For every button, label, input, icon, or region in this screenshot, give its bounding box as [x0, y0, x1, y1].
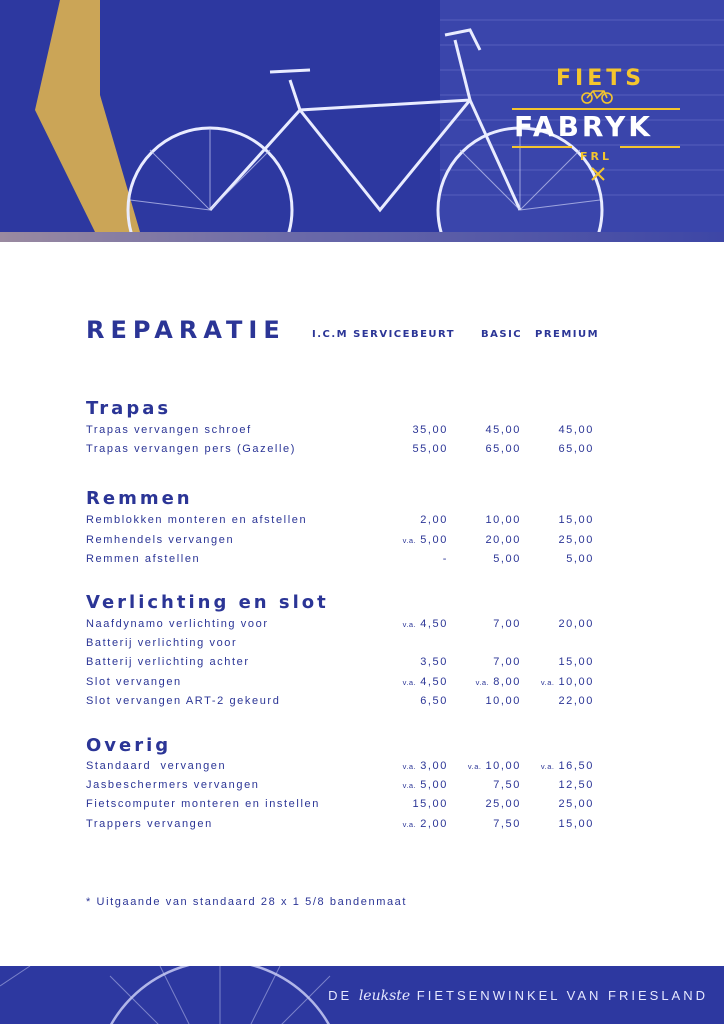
table-row — [86, 443, 596, 461]
page-title: REPARATIE — [86, 316, 286, 344]
row-label: Remblokken monteren en afstellen — [86, 514, 308, 526]
row-label: Trapas vervangen schroef — [86, 424, 252, 436]
price-basic: v.a. 10,00 — [467, 760, 521, 772]
va-prefix: v.a. — [467, 762, 482, 771]
section-title-remmen: Remmen — [86, 488, 193, 509]
row-label: Remhendels vervangen — [86, 534, 235, 546]
price-premium: 25,00 — [558, 798, 594, 810]
price-servicebeurt: 3,50 — [420, 656, 448, 668]
price-premium: 65,00 — [558, 443, 594, 455]
price-premium: v.a. 16,50 — [540, 760, 594, 772]
table-row — [86, 676, 596, 694]
price-premium: 22,00 — [558, 695, 594, 707]
hero-banner — [0, 0, 724, 232]
footnote: * Uitgaande van standaard 28 x 1 5/8 bandenmaat — [86, 896, 408, 908]
table-row — [86, 656, 596, 674]
va-prefix: v.a. — [402, 762, 417, 771]
logo-fiets: FIETS — [556, 66, 646, 91]
table-row — [86, 424, 596, 442]
va-prefix: v.a. — [540, 678, 555, 687]
row-label: Trapas vervangen pers (Gazelle) — [86, 443, 296, 455]
price-basic: 7,00 — [493, 656, 521, 668]
va-prefix: v.a. — [402, 820, 417, 829]
va-prefix: v.a. — [402, 536, 417, 545]
table-row — [86, 637, 596, 655]
column-header-basic: BASIC — [481, 329, 523, 340]
price-premium: 20,00 — [558, 618, 594, 630]
price-premium: 25,00 — [558, 534, 594, 546]
price-basic: 10,00 — [485, 514, 521, 526]
tagline-pre: DE — [328, 988, 353, 1003]
row-label: Batterij verlichting voor — [86, 637, 238, 649]
table-row — [86, 695, 596, 713]
price-basic: 45,00 — [485, 424, 521, 436]
tools-icon — [590, 166, 606, 182]
price-premium: 15,00 — [558, 818, 594, 830]
footer-tagline — [328, 988, 708, 1004]
table-row — [86, 818, 596, 836]
price-premium: 15,00 — [558, 514, 594, 526]
price-servicebeurt: 15,00 — [412, 798, 448, 810]
price-basic: 25,00 — [485, 798, 521, 810]
logo-fabryk: FABRYK — [514, 110, 653, 143]
price-premium: v.a. 10,00 — [540, 676, 594, 688]
price-premium: 45,00 — [558, 424, 594, 436]
row-label: Slot vervangen — [86, 676, 182, 688]
price-basic: 20,00 — [485, 534, 521, 546]
price-basic: 7,00 — [493, 618, 521, 630]
price-servicebeurt: - — [442, 553, 448, 565]
price-servicebeurt: v.a. 4,50 — [402, 676, 448, 688]
section-title-trapas: Trapas — [86, 398, 172, 419]
price-servicebeurt: 2,00 — [420, 514, 448, 526]
row-label: Jasbeschermers vervangen — [86, 779, 260, 791]
va-prefix: v.a. — [402, 620, 417, 629]
price-basic: v.a. 8,00 — [475, 676, 521, 688]
price-servicebeurt: v.a. 3,00 — [402, 760, 448, 772]
row-label: Fietscomputer monteren en instellen — [86, 798, 320, 810]
fietsfabryk-logo — [512, 62, 684, 162]
row-label: Slot vervangen ART-2 gekeurd — [86, 695, 281, 707]
table-row — [86, 514, 596, 532]
logo-frl: FRL — [580, 150, 612, 163]
column-header-servicebeurt: I.C.M SERVICEBEURT — [312, 329, 456, 340]
price-basic: 65,00 — [485, 443, 521, 455]
table-row — [86, 798, 596, 816]
table-row — [86, 553, 596, 571]
tagline-leukste: leukste — [358, 988, 411, 1004]
va-prefix: v.a. — [402, 678, 417, 687]
section-title-verlichting: Verlichting en slot — [86, 592, 329, 613]
hero-divider-strip — [0, 232, 724, 242]
table-row — [86, 760, 596, 778]
price-basic: 7,50 — [493, 779, 521, 791]
price-servicebeurt: v.a. 2,00 — [402, 818, 448, 830]
table-row — [86, 534, 596, 552]
table-row — [86, 618, 596, 636]
row-label: Remmen afstellen — [86, 553, 201, 565]
va-prefix: v.a. — [402, 781, 417, 790]
va-prefix: v.a. — [475, 678, 490, 687]
column-header-premium: PREMIUM — [535, 329, 600, 340]
price-servicebeurt: v.a. 5,00 — [402, 779, 448, 791]
va-prefix: v.a. — [540, 762, 555, 771]
row-label: Standaard vervangen — [86, 760, 227, 772]
price-premium: 15,00 — [558, 656, 594, 668]
price-basic: 7,50 — [493, 818, 521, 830]
price-premium: 12,50 — [558, 779, 594, 791]
price-servicebeurt: 6,50 — [420, 695, 448, 707]
price-servicebeurt: v.a. 5,00 — [402, 534, 448, 546]
footer-banner — [0, 966, 724, 1024]
section-title-overig: Overig — [86, 735, 172, 756]
price-servicebeurt: 35,00 — [412, 424, 448, 436]
price-servicebeurt: 55,00 — [412, 443, 448, 455]
table-row — [86, 779, 596, 797]
row-label: Trappers vervangen — [86, 818, 213, 830]
price-basic: 10,00 — [485, 695, 521, 707]
price-basic: 5,00 — [493, 553, 521, 565]
tagline-post: FIETSENWINKEL VAN FRIESLAND — [416, 988, 708, 1003]
bicycle-icon — [580, 88, 614, 104]
row-label: Naafdynamo verlichting voor — [86, 618, 269, 630]
price-servicebeurt: v.a. 4,50 — [402, 618, 448, 630]
price-premium: 5,00 — [566, 553, 594, 565]
row-label: Batterij verlichting achter — [86, 656, 250, 668]
